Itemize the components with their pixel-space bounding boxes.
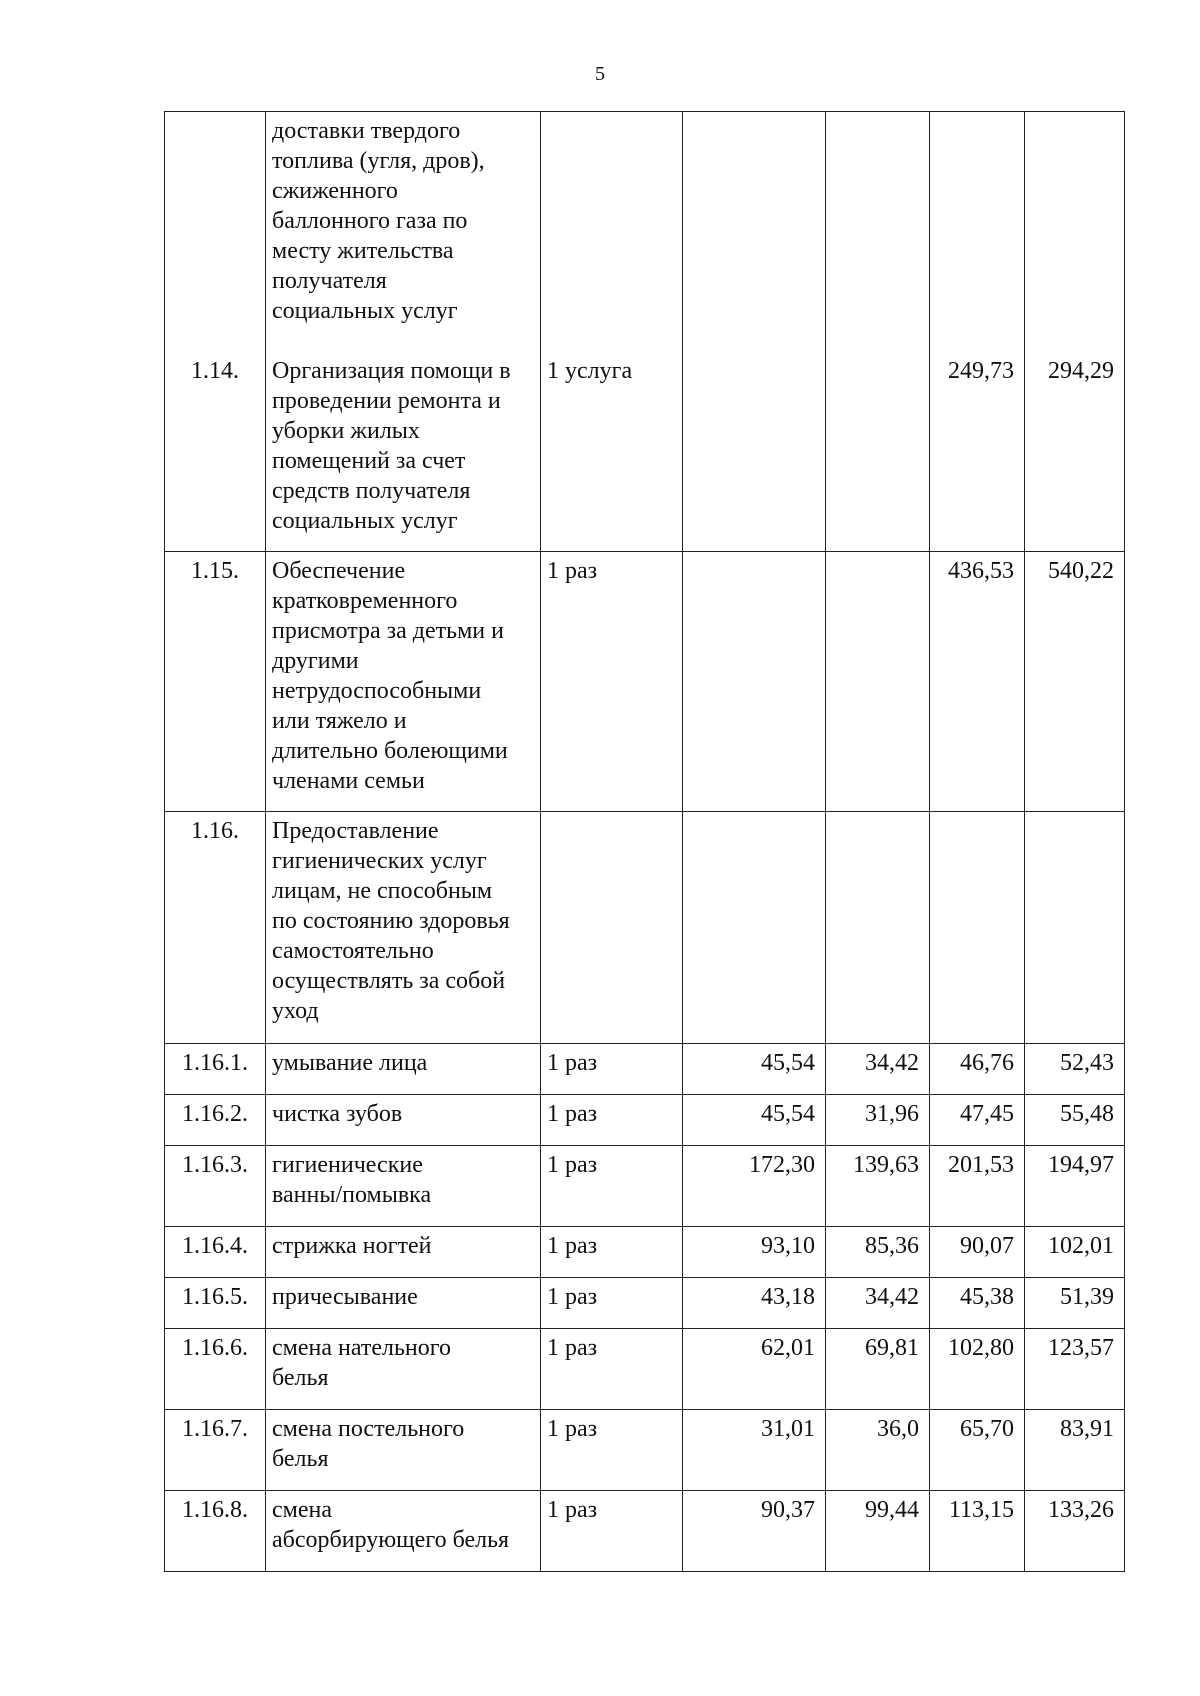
unit-cell: 1 раз (541, 1278, 683, 1329)
value-cell-3 (930, 112, 1025, 352)
row-number: 1.16.4. (165, 1227, 266, 1278)
value-cell-2: 69,81 (826, 1329, 930, 1410)
service-name: смена абсорбирующего белья (266, 1491, 541, 1572)
table-row (165, 352, 1125, 552)
value-cell-1 (683, 352, 826, 552)
value-cell-1 (683, 812, 826, 1044)
table-row (165, 1329, 1125, 1410)
table-row (165, 1491, 1125, 1572)
value-cell-1: 90,37 (683, 1491, 826, 1572)
table-row (165, 1278, 1125, 1329)
value-cell-1: 172,30 (683, 1146, 826, 1227)
unit-cell: 1 раз (541, 1146, 683, 1227)
unit-cell (541, 812, 683, 1044)
service-name: доставки твердого топлива (угля, дров), сжиженного баллонного газа по месту жительства получателя социальных услуг (266, 112, 541, 352)
value-cell-4: 133,26 (1025, 1491, 1125, 1572)
value-cell-1: 45,54 (683, 1044, 826, 1095)
value-cell-4: 51,39 (1025, 1278, 1125, 1329)
value-cell-3 (930, 812, 1025, 1044)
value-cell-1 (683, 112, 826, 352)
value-cell-1 (683, 552, 826, 812)
unit-cell: 1 раз (541, 1329, 683, 1410)
value-cell-3: 46,76 (930, 1044, 1025, 1095)
row-number: 1.16.7. (165, 1410, 266, 1491)
value-cell-2 (826, 812, 930, 1044)
value-cell-4: 540,22 (1025, 552, 1125, 812)
row-number: 1.15. (165, 552, 266, 812)
value-cell-4: 52,43 (1025, 1044, 1125, 1095)
value-cell-4: 294,29 (1025, 352, 1125, 552)
value-cell-4: 55,48 (1025, 1095, 1125, 1146)
service-name: Организация помощи в проведении ремонта и уборки жилых помещений за счет средств получателя социальных услуг (266, 352, 541, 552)
value-cell-3: 249,73 (930, 352, 1025, 552)
unit-cell: 1 раз (541, 1227, 683, 1278)
value-cell-3: 113,15 (930, 1491, 1025, 1572)
value-cell-2 (826, 112, 930, 352)
value-cell-3: 102,80 (930, 1329, 1025, 1410)
service-name: стрижка ногтей (266, 1227, 541, 1278)
value-cell-4 (1025, 812, 1125, 1044)
table-row (165, 1146, 1125, 1227)
row-number: 1.16.5. (165, 1278, 266, 1329)
value-cell-1: 45,54 (683, 1095, 826, 1146)
row-number: 1.16. (165, 812, 266, 1044)
table-row (165, 112, 1125, 352)
value-cell-3: 65,70 (930, 1410, 1025, 1491)
value-cell-3: 45,38 (930, 1278, 1025, 1329)
value-cell-2 (826, 352, 930, 552)
service-name: умывание лица (266, 1044, 541, 1095)
value-cell-4: 102,01 (1025, 1227, 1125, 1278)
row-number (165, 112, 266, 352)
table-row (165, 1095, 1125, 1146)
value-cell-4 (1025, 112, 1125, 352)
service-name: смена постельного белья (266, 1410, 541, 1491)
value-cell-4: 123,57 (1025, 1329, 1125, 1410)
row-number: 1.16.6. (165, 1329, 266, 1410)
unit-cell (541, 112, 683, 352)
table-row (165, 1044, 1125, 1095)
value-cell-2: 139,63 (826, 1146, 930, 1227)
value-cell-4: 194,97 (1025, 1146, 1125, 1227)
value-cell-1: 31,01 (683, 1410, 826, 1491)
value-cell-4: 83,91 (1025, 1410, 1125, 1491)
unit-cell: 1 раз (541, 1044, 683, 1095)
value-cell-1: 93,10 (683, 1227, 826, 1278)
value-cell-2: 34,42 (826, 1278, 930, 1329)
service-name: смена нательного белья (266, 1329, 541, 1410)
service-name: причесывание (266, 1278, 541, 1329)
value-cell-2: 36,0 (826, 1410, 930, 1491)
value-cell-2: 34,42 (826, 1044, 930, 1095)
value-cell-3: 201,53 (930, 1146, 1025, 1227)
row-number: 1.16.3. (165, 1146, 266, 1227)
service-name: Предоставление гигиенических услуг лицам, не способным по состоянию здоровья самостоятельно осуществлять за собой уход (266, 812, 541, 1044)
unit-cell: 1 раз (541, 552, 683, 812)
row-number: 1.14. (165, 352, 266, 552)
table-row (165, 552, 1125, 812)
value-cell-1: 62,01 (683, 1329, 826, 1410)
table-row (165, 1410, 1125, 1491)
value-cell-3: 47,45 (930, 1095, 1025, 1146)
value-cell-2: 99,44 (826, 1491, 930, 1572)
value-cell-1: 43,18 (683, 1278, 826, 1329)
service-name: Обеспечение кратковременного присмотра за детьми и другими нетрудоспособными или тяжело и длительно болеющими членами семьи (266, 552, 541, 812)
tariff-table (164, 111, 1125, 1572)
row-number: 1.16.2. (165, 1095, 266, 1146)
value-cell-2 (826, 552, 930, 812)
row-number: 1.16.1. (165, 1044, 266, 1095)
value-cell-3: 90,07 (930, 1227, 1025, 1278)
value-cell-2: 85,36 (826, 1227, 930, 1278)
service-name: чистка зубов (266, 1095, 541, 1146)
unit-cell: 1 услуга (541, 352, 683, 552)
page-number: 5 (595, 63, 605, 85)
unit-cell: 1 раз (541, 1095, 683, 1146)
row-number: 1.16.8. (165, 1491, 266, 1572)
table-row (165, 1227, 1125, 1278)
value-cell-3: 436,53 (930, 552, 1025, 812)
value-cell-2: 31,96 (826, 1095, 930, 1146)
unit-cell: 1 раз (541, 1491, 683, 1572)
service-name: гигиенические ванны/помывка (266, 1146, 541, 1227)
unit-cell: 1 раз (541, 1410, 683, 1491)
table-row (165, 812, 1125, 1044)
